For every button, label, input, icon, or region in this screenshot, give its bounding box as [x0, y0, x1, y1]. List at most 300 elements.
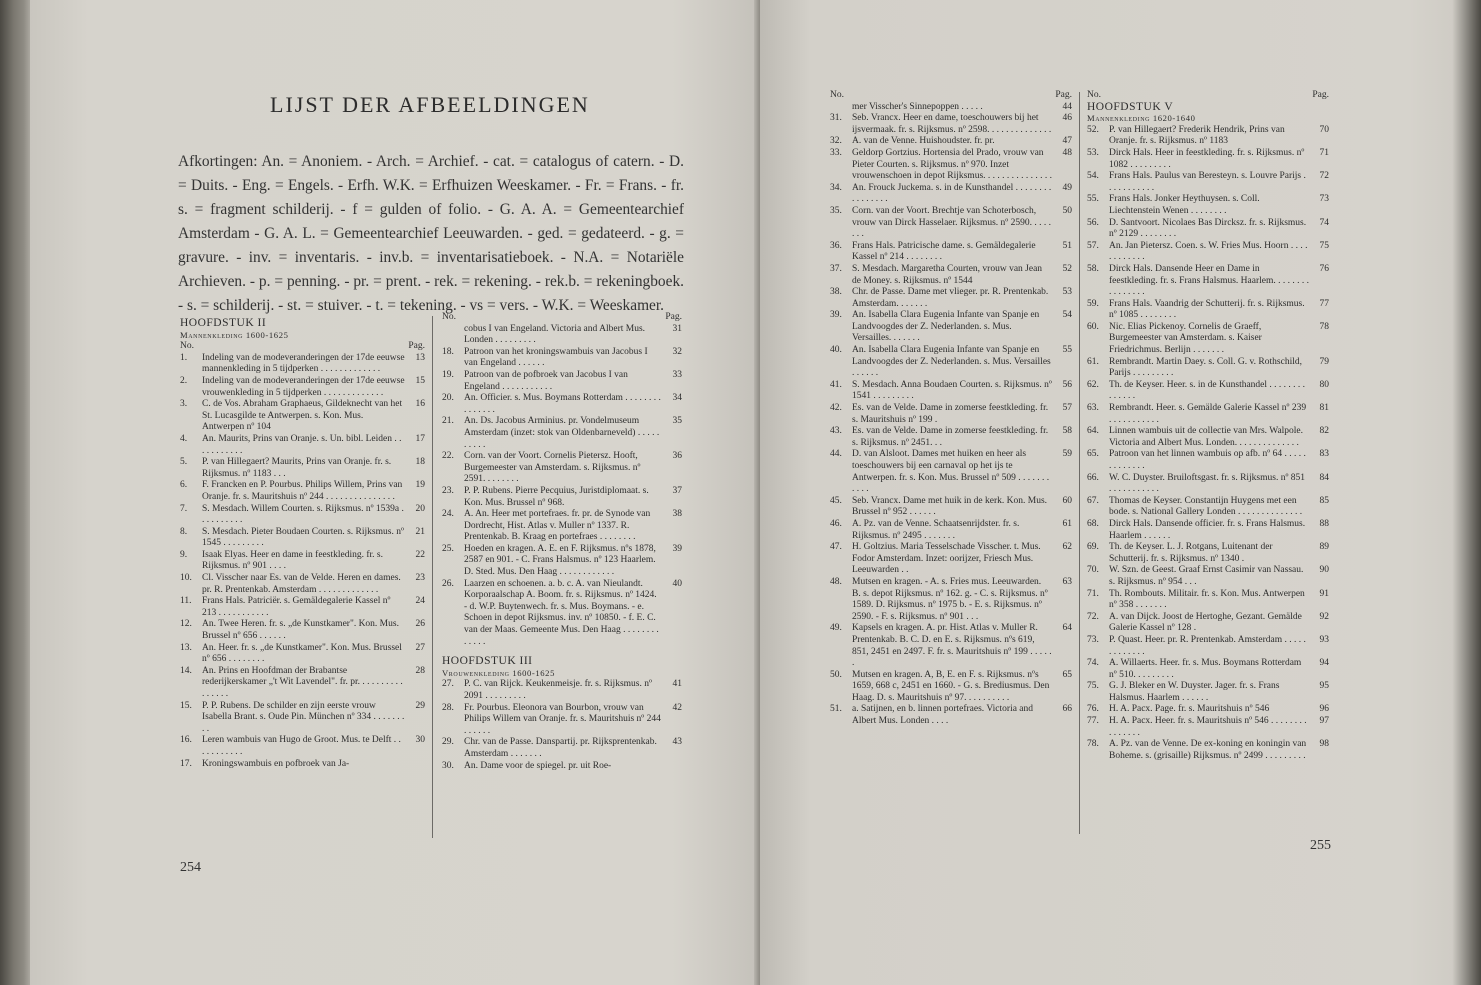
entry-text: An. Maurits, Prins van Oranje. s. Un. bibl. Leiden . . . . . . . . . . . [202, 433, 402, 456]
entry-number: 77. [1087, 716, 1099, 727]
entry-text: Dirck Hals. Heer in feestkleding. fr. s. Rijksmus. nº 1082 . . . . . . . . . [1109, 147, 1305, 170]
entry-number: 39. [830, 310, 842, 321]
list-item [180, 457, 425, 480]
no-label: No. [1087, 90, 1101, 100]
entry-number: 13. [180, 642, 192, 653]
entry-page: 77 [1319, 298, 1329, 309]
list-item [830, 496, 1072, 519]
entry-text: An. Isabella Clara Eugenia Infante van Spanje en Landvoogdes der Z. Nederlanden. s. Mus. Versailles . . . . . . [852, 345, 1051, 379]
entry-text: Th. de Keyser. Heer. s. in de Kunsthandel . . . . . . . . . . . . . . [1109, 379, 1306, 402]
entry-text: H. A. Pacx. Page. fr. s. Mauritshuis nº 546 [1109, 704, 1270, 715]
entry-list [442, 679, 682, 772]
entry-page: 30 [415, 735, 425, 746]
abbreviations-paragraph: Afkortingen: An. = Anoniem. - Arch. = Archief. - cat. = catalogus of catern. - D. = Duits. - Eng. = Engels. - Erfh. W.K. = Erfhuizen Weeskamer. - Fr. = Frans. - fr. s. = fragment schilderij. - f = gulden of folio. - G. A. A. = Gemeentearchief Amsterdam - G. A. L. = Gemeentearchief Leeuwarden. - ged. = gedateerd. - g. = gravure. - inv. = inventaris. - inv.b. = inventarisatieboek. - N.A. = Notariële Archieven. - p. = penning. - pr. = prent. - rek. = rekening. - rek.b. = rekeningboek. - s. = schilderij. - st. = stuiver. - t. = tekening. - vs = vers. - W.K. = Weeskamer. [178, 153, 684, 314]
entry-number: 4. [180, 433, 188, 444]
page-title: LIJST DER AFBEELDINGEN [270, 92, 590, 117]
entry-text: S. Mesdach. Willem Courten. s. Rijksmus. nº 1539a . . . . . . . . . . [202, 503, 404, 526]
entry-number: 48. [830, 576, 842, 587]
entry-number: 43. [830, 426, 842, 437]
entry-text: A. Pz. van de Venne. De ex-koning en koningin van Boheme. s. (grisaille) Rijksmus. nº 2499 . . . . . . . . . [1109, 739, 1307, 761]
chapter-heading: HOOFDSTUK II [180, 317, 267, 329]
entry-number: 65. [1087, 449, 1099, 460]
entry-number: 8. [180, 526, 188, 537]
entry-page: 31 [672, 323, 682, 334]
entry-text: Thomas de Keyser. Constantijn Huygens met een bode. s. National Gallery Londen . . . . . . . . . . . . . . [1109, 495, 1303, 518]
entry-number: 27. [442, 679, 454, 690]
entry-text: Dirck Hals. Dansende Heer en Dame in feestkleding. fr. s. Frans Halsmus. Haarlem. . . . . . . . . . . . . . . . [1109, 263, 1309, 298]
entry-page: 60 [1062, 495, 1072, 506]
entry-page: 16 [415, 399, 425, 410]
entry-text: A. van Dijck. Joost de Hertoghe, Gezant. Gemälde Galerie Kassel nº 128 . [1109, 611, 1302, 634]
list-item [442, 703, 682, 738]
entry-number: 57. [1087, 240, 1099, 251]
entry-page: 93 [1319, 634, 1329, 645]
entry-page: 15 [415, 375, 425, 386]
list-item [1087, 612, 1329, 635]
list-item [830, 136, 1072, 148]
entry-page: 95 [1319, 681, 1329, 692]
entry-page: 19 [415, 480, 425, 491]
entry-page: 88 [1319, 518, 1329, 529]
pag-label: Pag. [1055, 90, 1072, 100]
entry-page: 34 [672, 393, 682, 404]
list-item [1087, 148, 1329, 171]
no-label: No. [830, 90, 844, 100]
list-item [830, 577, 1072, 623]
entry-text: Rembrandt. Martin Daey. s. Coll. G. v. Rothschild, Parijs . . . . . . . . . [1109, 356, 1302, 379]
list-item [830, 345, 1072, 380]
entry-text: An. Heer. fr. s. „de Kunstkamer". Kon. Mus. Brussel nº 656 . . . . . . . . [202, 642, 402, 665]
no-label: No. [442, 312, 456, 322]
entry-number: 59. [1087, 298, 1099, 309]
entry-page: 48 [1062, 147, 1072, 158]
entry-text: Chr. de Passe. Dame met vlieger. pr. R. Prentenkab. Amsterdam. . . . . . . [852, 287, 1049, 309]
entry-text: An. Jan Pietersz. Coen. s. W. Fries Mus. Hoorn . . . . . . . . . . . . [1109, 240, 1308, 263]
entry-number: 38. [830, 287, 842, 298]
chapter-subheading: Mannenkleding 1620-1640 [1087, 113, 1196, 124]
entry-page: 28 [415, 665, 425, 676]
list-item [442, 451, 682, 486]
entry-text: Leren wambuis van Hugo de Groot. Mus. te Delft . . . . . . . . . . . [202, 735, 401, 757]
list-item [830, 183, 1072, 206]
entry-text: P. Quast. Heer. pr. R. Prentenkab. Amsterdam . . . . . . . . . . . . . [1109, 634, 1306, 657]
entry-page: 92 [1319, 611, 1329, 622]
list-item [1087, 194, 1329, 217]
entry-text: C. de Vos. Abraham Graphaeus, Gildeknecht van het St. Lucasgilde te Antwerpen. s. Kon. Mus. Antwerpen nº 104 [202, 399, 403, 433]
entry-text: D. van Alsloot. Dames met huiken en heer als toeschouwers bij een carnaval op het ijs te Antwerpen. fr. s. Kon. Mus. Brussel nº 509 . . . . . . . . . . . [852, 449, 1050, 495]
entry-text: Hoeden en kragen. A. E. en F. Rijksmus. nºs 1878, 2587 en 901. - C. Frans Halsmus. nº 123 Haarlem. D. Sted. Mus. Den Haag . . . . . . . . . . . . [464, 543, 656, 578]
entry-number: 35. [830, 205, 842, 216]
list-item [442, 486, 682, 509]
entry-page: 90 [1319, 565, 1329, 576]
list-item [180, 596, 425, 619]
entry-page: 80 [1319, 379, 1329, 390]
entry-page: 29 [415, 700, 425, 711]
entry-text: Corn. van der Voort. Cornelis Pietersz. Hooft, Burgemeester van Amsterdam. s. Rijksmus. nº 2591. . . . . . . . [464, 451, 641, 485]
entry-text: Frans Hals. Patriciër. s. Gemäldegalerie Kassel nº 213 . . . . . . . . . . . [202, 596, 391, 618]
right-column-2 [1087, 90, 1329, 762]
entry-number: 51. [830, 704, 842, 715]
list-item [442, 370, 682, 393]
entry-number: 33. [830, 147, 842, 158]
entry-page: 35 [672, 416, 682, 427]
entry-number: 58. [1087, 263, 1099, 274]
entry-page: 62 [1062, 542, 1072, 553]
entry-list [1087, 125, 1329, 763]
entry-text: An. Prins en Hoofdman der Brabantse rederijkerskamer „'t Wit Lavendel". fr. pr. . . . . . . . . . . . . . . . [202, 665, 403, 699]
entry-page: 97 [1319, 716, 1329, 727]
pag-label: Pag. [408, 341, 425, 352]
list-item [830, 449, 1072, 495]
list-item [1087, 589, 1329, 612]
entry-page: 72 [1319, 171, 1329, 182]
entry-page: 70 [1319, 124, 1329, 135]
list-item [1087, 739, 1329, 762]
entry-text: H. Goltzius. Maria Tesselschade Visscher. t. Mus. Fodor Amsterdam. Inzet: oorijzer, Friesch Mus. Leeuwarden . . [852, 542, 1041, 576]
entry-page: 78 [1319, 321, 1329, 332]
list-item [1087, 519, 1329, 542]
entry-page: 53 [1062, 287, 1072, 298]
entry-page: 74 [1319, 217, 1329, 228]
list-item [442, 416, 682, 451]
entry-text: P. van Hillegaert? Maurits, Prins van Oranje. fr. s. Rijksmus. nº 1183 . . . [202, 457, 392, 479]
list-item [1087, 426, 1329, 449]
entry-page: 13 [415, 352, 425, 363]
entry-page: 89 [1319, 542, 1329, 553]
entry-page: 47 [1062, 136, 1072, 147]
column-caption [830, 90, 1072, 102]
entry-number: 22. [442, 451, 454, 462]
entry-number: 16. [180, 735, 192, 746]
entry-number: 56. [1087, 217, 1099, 228]
entry-text: Mutsen en kragen. A, B, E. en F. s. Rijksmus. nºs 1659, 668 c, 2451 en 1660. - G. s. Brediusmus. Den Haag. D. s. Mauritshuis nº 97. . . . . . . . . . [852, 669, 1050, 703]
list-item [1087, 716, 1329, 739]
pag-label: Pag. [1312, 90, 1329, 100]
entry-page: 65 [1062, 669, 1072, 680]
entry-number: 78. [1087, 739, 1099, 750]
entry-text: Nic. Elias Pickenoy. Cornelis de Graeff, Burgemeester van Amsterdam. s. Kaiser Friedrichmus. Berlijn . . . . . . . [1109, 321, 1262, 356]
entry-number: 74. [1087, 658, 1099, 669]
entry-text: P. van Hillegaert? Frederik Hendrik, Prins van Oranje. fr. s. Rijksmus. nº 1183 [1109, 124, 1285, 147]
list-item [830, 519, 1072, 542]
entry-number: 28. [442, 702, 454, 713]
entry-text: Kapsels en kragen. A. pr. Hist. Atlas v. Muller R. Prentenkab. B. C. D. en E. s. Rijksmus. nºs 619, 851, 2451 en 2497. F. fr. s. Mauritshuis nº 199 . . . . . . [852, 623, 1052, 669]
entry-text: Patroon van het linnen wambuis op afb. nº 64 . . . . . . . . . . . . . [1109, 449, 1306, 471]
list-item [1087, 125, 1329, 148]
list-item [1087, 658, 1329, 681]
list-item [180, 480, 425, 503]
entry-text: P. P. Rubens. Pierre Pecquius, Juristdiplomaat. s. Kon. Mus. Brussel nº 968. [464, 485, 649, 508]
entry-page: 52 [1062, 263, 1072, 274]
entry-text: P. C. van Rijck. Keukenmeisje. fr. s. Rijksmus. nº 2091 . . . . . . . . . [464, 679, 652, 701]
list-item [442, 761, 682, 773]
list-item [1087, 299, 1329, 322]
entry-number: 11. [180, 596, 192, 607]
entry-text: Th. Rombouts. Militair. fr. s. Kon. Mus. Antwerpen nº 358 . . . . . . . [1109, 588, 1305, 611]
entry-page: 20 [415, 503, 425, 514]
entry-page: 55 [1062, 345, 1072, 356]
entry-page: 42 [672, 702, 682, 713]
entry-text: Mutsen en kragen. - A. s. Fries mus. Leeuwarden. B. s. depot Rijksmus. nº 162. g. - C. s. Rijksmus. nº 1589. D. Rijksmus. nº 1975 b. - E. s. Rijksmus. nº 2590. - F. s. Rijksmus. nº 901 . . . [852, 576, 1048, 622]
entry-text: Indeling van de modeveranderingen der 17de eeuwse vrouwenkleding in 5 tijdperken . . . . . . . . . . . . . [202, 375, 405, 398]
entry-number: 34. [830, 182, 842, 193]
entry-text: A. Pz. van de Venne. Schaatsenrijdster. fr. s. Rijksmus. nº 2495 . . . . . . . [852, 518, 1020, 541]
entry-page: 17 [415, 433, 425, 444]
entry-text: Frans Hals. Vaandrig der Schutterij. fr. s. Rijksmus. nº 1085 . . . . . . . . [1109, 298, 1305, 321]
entry-number: 24. [442, 509, 454, 520]
entry-number: 54. [1087, 171, 1099, 182]
list-item [830, 287, 1072, 310]
entry-page: 82 [1319, 426, 1329, 437]
entry-page: 98 [1319, 739, 1329, 750]
entry-page: 61 [1062, 518, 1072, 529]
column-divider [432, 316, 433, 838]
list-item [180, 666, 425, 701]
entry-number: 15. [180, 700, 192, 711]
list-item [1087, 473, 1329, 496]
entry-text: D. Santvoort. Nicolaes Bas Dircksz. fr. s. Rijksmus. nº 2129 . . . . . . . . [1109, 217, 1307, 240]
list-item [1087, 449, 1329, 472]
list-item [830, 241, 1072, 264]
list-item [1087, 218, 1329, 241]
entry-page: 36 [672, 451, 682, 462]
list-item [180, 527, 425, 550]
entry-text: Laarzen en schoenen. a. b. c. A. van Nieulandt. Korporaalschap A. Boom. fr. s. Rijksmus. nº 1424. - d. W.P. Buytenwech. fr. s. Mus. Boymans. - e. Schoen in depot Rijksmus. inv. nº 10850. - f. E. C. van der Maas. Gemeente Mus. Den Haag . . . . . . . . . . . . . [464, 578, 659, 647]
entry-number: 72. [1087, 611, 1099, 622]
entry-text: H. A. Pacx. Heer. fr. s. Mauritshuis nº 546 . . . . . . . . . . . . . . . [1109, 716, 1307, 738]
entry-page: 32 [672, 346, 682, 357]
entry-number: 70. [1087, 565, 1099, 576]
entry-number: 31. [830, 113, 842, 124]
entry-page: 59 [1062, 449, 1072, 460]
entry-page: 81 [1319, 403, 1329, 414]
entry-text: Es. van de Velde. Dame in zomerse feestkleding. fr. s. Rijksmus. nº 2451. . . [852, 426, 1049, 448]
entry-page: 41 [672, 679, 682, 690]
list-item [1087, 565, 1329, 588]
entry-number: 20. [442, 393, 454, 404]
entry-page: 85 [1319, 495, 1329, 506]
entry-number: 30. [442, 760, 454, 771]
entry-text: Fr. Pourbus. Eleonora van Bourbon, vrouw van Philips Willem van Oranje. fr. s. Mauritshuis nº 244 . . . . . . [464, 702, 661, 736]
entry-number: 18. [442, 346, 454, 357]
entry-number: 42. [830, 403, 842, 414]
entry-page: 26 [415, 619, 425, 630]
list-item [1087, 322, 1329, 357]
column-divider [1079, 92, 1080, 834]
entry-text: Es. van de Velde. Dame in zomerse feestkleding. fr. s. Mauritshuis nº 199 . [852, 403, 1049, 425]
list-item [830, 623, 1072, 669]
list-item [1087, 241, 1329, 264]
list-item [1087, 403, 1329, 426]
entry-page: 43 [672, 737, 682, 748]
list-item [1087, 357, 1329, 380]
entry-page: 18 [415, 457, 425, 468]
entry-page: 54 [1062, 310, 1072, 321]
entry-number: 75. [1087, 681, 1099, 692]
list-item [180, 735, 425, 758]
list-item [180, 619, 425, 642]
left-column-1 [180, 318, 425, 770]
entry-text: S. Mesdach. Margaretha Courten, vrouw van Jean de Money. s. Rijksmus. nº 1544 [852, 263, 1043, 286]
entry-page: 64 [1062, 623, 1072, 634]
entry-text: mer Visscher's Sinnepoppen . . . . . [852, 101, 983, 112]
chapter-heading: HOOFDSTUK III [442, 655, 533, 668]
list-item [180, 550, 425, 573]
entry-number: 10. [180, 573, 192, 584]
entry-number: 49. [830, 623, 842, 634]
list-item [1087, 635, 1329, 658]
entry-text: An. Ds. Jacobus Arminius. pr. Vondelmuseum Amsterdam (inzet: stok van Oldenbarneveld) . . . . . . . . . . [464, 416, 660, 450]
chapter-subheading: Mannenkleding 1600-1625 [180, 329, 289, 340]
entry-page: 73 [1319, 194, 1329, 205]
entry-number: 3. [180, 399, 188, 410]
list-item [442, 393, 682, 416]
entry-text: Seb. Vrancx. Dame met huik in de kerk. Kon. Mus. Brussel nº 952 . . . . . . [852, 495, 1048, 518]
entry-list [830, 102, 1072, 728]
entry-text: Kroningswambuis en pofbroek van Ja- [202, 758, 350, 769]
entry-page: 46 [1062, 113, 1072, 124]
list-item [180, 434, 425, 457]
entry-number: 21. [442, 416, 454, 427]
entry-page: 83 [1319, 449, 1329, 460]
page-edges [0, 0, 34, 985]
entry-number: 64. [1087, 426, 1099, 437]
list-item [830, 670, 1072, 705]
list-item [442, 347, 682, 370]
entry-number: 19. [442, 369, 454, 380]
entry-number: 26. [442, 578, 454, 589]
pag-label: Pag. [665, 312, 682, 322]
list-item [1087, 380, 1329, 403]
entry-page: 44 [1062, 101, 1072, 112]
entry-text: Chr. van de Passe. Danspartij. pr. Rijksprentenkab. Amsterdam . . . . . . . [464, 737, 657, 759]
column-caption [1087, 90, 1329, 102]
entry-number: 60. [1087, 321, 1099, 332]
entry-number: 29. [442, 737, 454, 748]
entry-text: An. Frouck Juckema. s. in de Kunsthandel . . . . . . . . . . . . . . . . [852, 182, 1052, 205]
entry-number: 41. [830, 379, 842, 390]
entry-text: A. Willaerts. Heer. fr. s. Mus. Boymans Rotterdam nº 510. . . . . . . . . [1109, 658, 1302, 680]
entry-number: 25. [442, 543, 454, 554]
entry-number: 52. [1087, 124, 1099, 135]
left-column-2 [442, 312, 682, 772]
entry-number: 45. [830, 495, 842, 506]
page-number: 254 [180, 860, 201, 875]
entry-text: S. Mesdach. Pieter Boudaen Courten. s. Rijksmus. nº 1545 . . . . . . . . . [202, 526, 404, 549]
entry-number: 5. [180, 457, 188, 468]
list-item [830, 403, 1072, 426]
entry-page: 57 [1062, 403, 1072, 414]
list-item [830, 704, 1072, 727]
list-item [180, 573, 425, 596]
list-item [830, 102, 1072, 114]
entry-number: 46. [830, 518, 842, 529]
entry-text: Cl. Visscher naar Es. van de Velde. Heren en dames. pr. R. Prentenkab. Amsterdam . . . . . . . . . . . . . [202, 573, 401, 595]
entry-text: S. Mesdach. Anna Boudaen Courten. s. Rijksmus. nº 1541 . . . . . . . . . [852, 379, 1052, 402]
entry-text: Patroon van het kroningswambuis van Jacobus I van Engeland . . . . . . [464, 346, 648, 369]
page-number: 255 [1310, 838, 1331, 853]
list-item [1087, 264, 1329, 299]
entry-number: 66. [1087, 472, 1099, 483]
entry-page: 94 [1319, 658, 1329, 669]
entry-number: 40. [830, 345, 842, 356]
entry-text: Th. de Keyser. L. J. Rotgans, Luitenant der Schutterij. fr. s. Rijksmus. nº 1340 . [1109, 542, 1273, 564]
entry-page: 23 [415, 573, 425, 584]
entry-number: 17. [180, 758, 192, 769]
entry-text: Seb. Vrancx. Heer en dame, toeschouwers bij het ijsvermaak. fr. s. Rijksmus. nº 2598. . . . . . . . . . . . . . [852, 113, 1052, 135]
entry-page: 91 [1319, 588, 1329, 599]
chapter-subheading: Vrouwenkleding 1600-1625 [442, 667, 555, 678]
entry-number: 69. [1087, 542, 1099, 553]
list-item [830, 113, 1072, 136]
entry-text: An. Officier. s. Mus. Boymans Rotterdam . . . . . . . . . . . . . . . [464, 393, 661, 415]
entry-number: 44. [830, 449, 842, 460]
entry-number: 36. [830, 240, 842, 251]
entry-page: 75 [1319, 240, 1329, 251]
entry-number: 63. [1087, 403, 1099, 414]
column-caption [180, 341, 425, 353]
entry-page: 40 [672, 578, 682, 589]
list-item [1087, 496, 1329, 519]
entry-number: 62. [1087, 379, 1099, 390]
list-item [830, 206, 1072, 241]
entry-text: Corn. van der Voort. Brechtje van Schoterbosch, vrouw van Dirck Hasselaer. Rijksmus. nº 2590. . . . . . . . [852, 205, 1051, 240]
entry-text: Indeling van de modeveranderingen der 17de eeuwse mannenkleding in 5 tijdperken . . . . . . . . . . . . . [202, 352, 405, 375]
column-caption [442, 312, 682, 324]
entry-page: 49 [1062, 182, 1072, 193]
list-item [180, 399, 425, 434]
entry-text: A. An. Heer met portefraes. fr. pr. de Synode van Dordrecht, Hist. Atlas v. Muller nº 1337. R. Prentenkab. B. Kraag en portefraes . . . . . . . . [464, 509, 651, 543]
list-item [830, 148, 1072, 183]
entry-page: 21 [415, 526, 425, 537]
list-item [1087, 171, 1329, 194]
entry-page: 71 [1319, 147, 1329, 158]
entry-text: An. Dame voor de spiegel. pr. uit Roe- [464, 760, 612, 771]
entry-number: 12. [180, 619, 192, 630]
entry-page: 63 [1062, 576, 1072, 587]
entry-page: 38 [672, 509, 682, 520]
entry-page: 24 [415, 596, 425, 607]
list-item [442, 544, 682, 579]
list-item [442, 679, 682, 702]
list-item [442, 324, 682, 347]
list-item [180, 353, 425, 376]
list-item [1087, 542, 1329, 565]
list-item [180, 504, 425, 527]
right-column-1 [830, 90, 1072, 728]
list-item [442, 579, 682, 649]
list-item [180, 643, 425, 666]
entry-page: 58 [1062, 426, 1072, 437]
entry-number: 50. [830, 669, 842, 680]
entry-number: 23. [442, 485, 454, 496]
entry-number: 73. [1087, 634, 1099, 645]
entry-text: Isaak Elyas. Heer en dame in feestkleding. fr. s. Rijksmus. nº 901 . . . . [202, 549, 383, 572]
no-label: No. [180, 341, 194, 352]
entry-page: 76 [1319, 263, 1329, 274]
entry-text: G. J. Bleker en W. Duyster. Jager. fr. s. Frans Halsmus. Haarlem . . . . . . [1109, 681, 1280, 703]
entry-number: 9. [180, 549, 188, 560]
entry-page: 56 [1062, 379, 1072, 390]
entry-number: 68. [1087, 518, 1099, 529]
list-item [442, 737, 682, 760]
entry-text: Linnen wambuis uit de collectie van Mrs. Walpole. Victoria and Albert Mus. Londen. . . . . . . . . . . . . . [1109, 426, 1304, 448]
entry-number: 1. [180, 352, 188, 363]
entry-page: 37 [672, 485, 682, 496]
entry-text: Patroon van de pofbroek van Jacobus I van Engeland . . . . . . . . . . . [464, 369, 628, 392]
entry-list [180, 353, 425, 770]
entry-page: 39 [672, 543, 682, 554]
